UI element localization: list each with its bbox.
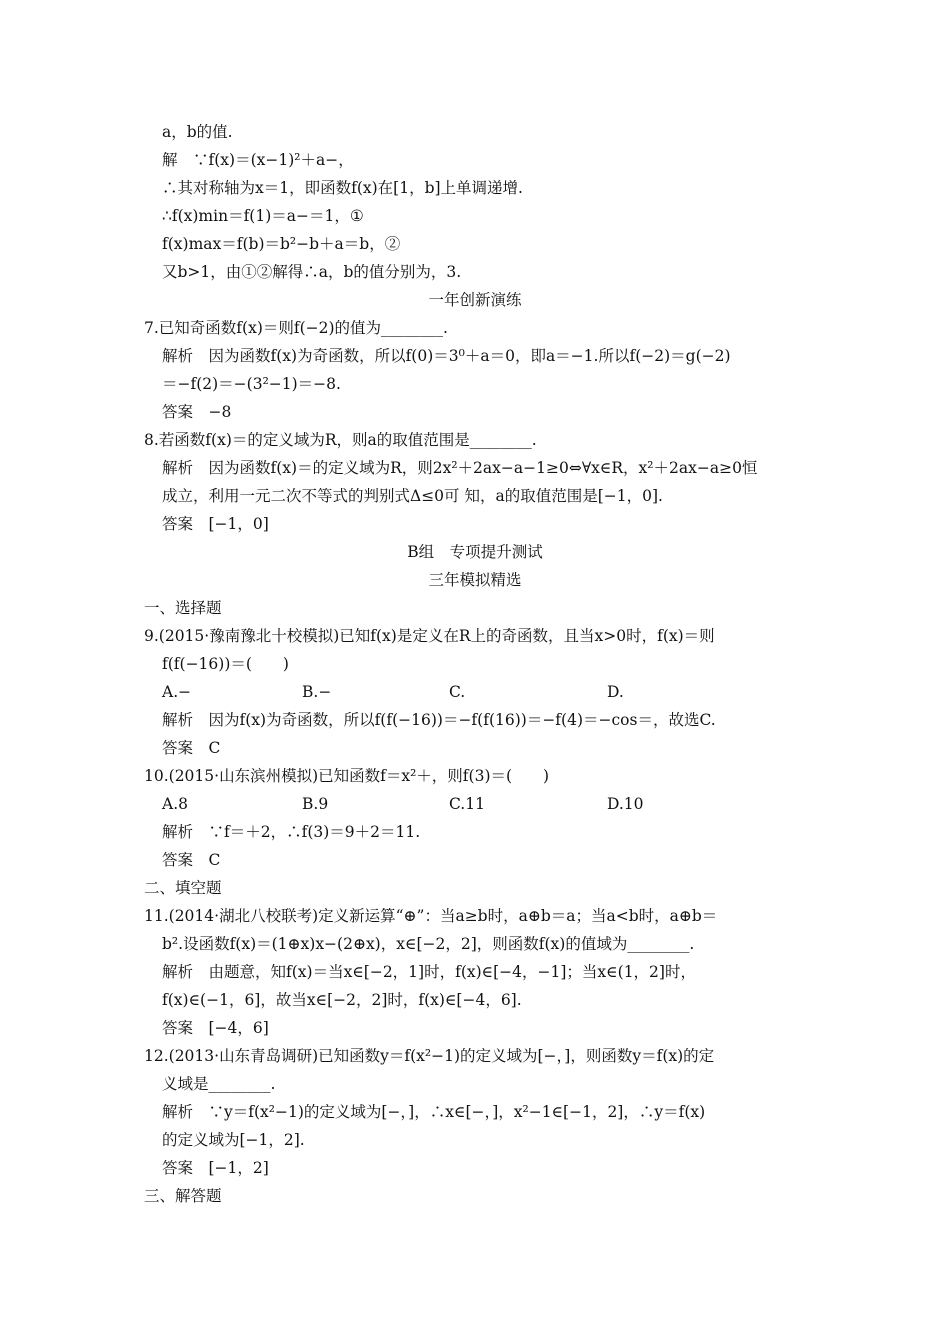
text-line-l17: 三年模拟精选 <box>428 571 522 589</box>
text-line-l03: ∴其对称轴为x＝1，即函数f(x)在[1，b]上单调递增. <box>162 179 523 197</box>
text-line-l21a: A.− <box>162 683 192 701</box>
text-line-l20: f(f(−16))＝( ) <box>162 655 289 673</box>
text-line-l37: 的定义域为[−1，2]. <box>162 1131 305 1149</box>
text-line-l36: 解析 ∵y＝f(x²−1)的定义域为[−，]，∴x∈[−，]，x²−1∈[−1，2]，∴y＝f(x) <box>162 1103 706 1121</box>
text-line-l33: 答案 [−4，6] <box>162 1019 269 1037</box>
text-line-l07: 一年创新演练 <box>428 291 522 309</box>
text-line-l05: f(x)max＝f(b)＝b²−b＋a＝b，② <box>162 235 401 253</box>
text-line-l06: 又b>1，由①②解得∴a，b的值分别为，3. <box>162 263 462 281</box>
text-line-l22: 解析 因为f(x)为奇函数，所以f(f(−16))＝−f(f(16))＝−f(4)＝−cos＝，故选C. <box>162 711 716 729</box>
text-line-l25d: D.10 <box>607 795 644 813</box>
text-line-l38: 答案 [−1，2] <box>162 1159 269 1177</box>
text-line-l24: 10.(2015·山东滨州模拟)已知函数f＝x²＋，则f(3)＝( ) <box>144 767 550 785</box>
text-line-l13: 解析 因为函数f(x)＝的定义域为R，则2x²＋2ax−a−1≥0⇔∀x∈R，x²＋2ax−a≥0恒 <box>162 459 758 477</box>
text-line-l27: 答案 C <box>162 851 221 869</box>
text-line-l21b: B.− <box>302 683 332 701</box>
text-line-l10: ＝−f(2)＝−(3²−1)＝−8. <box>162 375 341 393</box>
text-line-l34: 12.(2013·山东青岛调研)已知函数y＝f(x²−1)的定义域为[−，]，则函数y＝f(x)的定 <box>144 1047 715 1065</box>
text-line-l11: 答案 −8 <box>162 403 232 421</box>
text-line-l30: b².设函数f(x)＝(1⊕x)x−(2⊕x)，x∈[−2，2]，则函数f(x)的值域为________. <box>162 935 695 953</box>
text-line-l09: 解析 因为函数f(x)为奇函数，所以f(0)＝3⁰＋a＝0，即a＝−1.所以f(−2)＝g(−2) <box>162 347 731 365</box>
text-line-l35: 义域是________. <box>162 1075 276 1093</box>
text-line-l02: 解 ∵f(x)＝(x−1)²＋a−， <box>162 151 354 169</box>
text-line-l04: ∴f(x)min＝f(1)＝a−＝1，① <box>162 207 364 225</box>
text-line-l25c: C.11 <box>449 795 485 813</box>
text-line-l01: a，b的值. <box>162 123 233 141</box>
text-line-l32: f(x)∈(−1，6]，故当x∈[−2，2]时，f(x)∈[−4，6]. <box>162 991 522 1009</box>
text-line-l23: 答案 C <box>162 739 221 757</box>
text-line-l15: 答案 [−1，0] <box>162 515 269 533</box>
text-line-l31: 解析 由题意，知f(x)＝当x∈[−2，1]时，f(x)∈[−4，−1]；当x∈(1，2]时， <box>162 963 696 981</box>
text-line-l39: 三、解答题 <box>144 1187 222 1205</box>
text-line-l16: B组 专项提升测试 <box>407 543 543 561</box>
text-line-l14: 成立，利用一元二次不等式的判别式Δ≤0可 知，a的取值范围是[−1，0]. <box>162 487 663 505</box>
text-line-l28: 二、填空题 <box>144 879 222 897</box>
text-line-l25a: A.8 <box>162 795 188 813</box>
text-line-l08: 7.已知奇函数f(x)＝则f(−2)的值为________. <box>144 319 448 337</box>
text-line-l21c: C. <box>449 683 466 701</box>
text-line-l29: 11.(2014·湖北八校联考)定义新运算“⊕”：当a≥b时，a⊕b＝a；当a<b时，a⊕b＝ <box>144 907 718 925</box>
text-line-l18: 一、选择题 <box>144 599 222 617</box>
text-line-l21d: D. <box>607 683 624 701</box>
text-line-l25b: B.9 <box>302 795 329 813</box>
text-line-l12: 8.若函数f(x)＝的定义域为R，则a的取值范围是________. <box>144 431 537 449</box>
text-line-l19: 9.(2015·豫南豫北十校模拟)已知f(x)是定义在R上的奇函数，且当x>0时，f(x)＝则 <box>144 627 715 645</box>
text-line-l26: 解析 ∵f＝＋2，∴f(3)＝9＋2＝11. <box>162 823 421 841</box>
